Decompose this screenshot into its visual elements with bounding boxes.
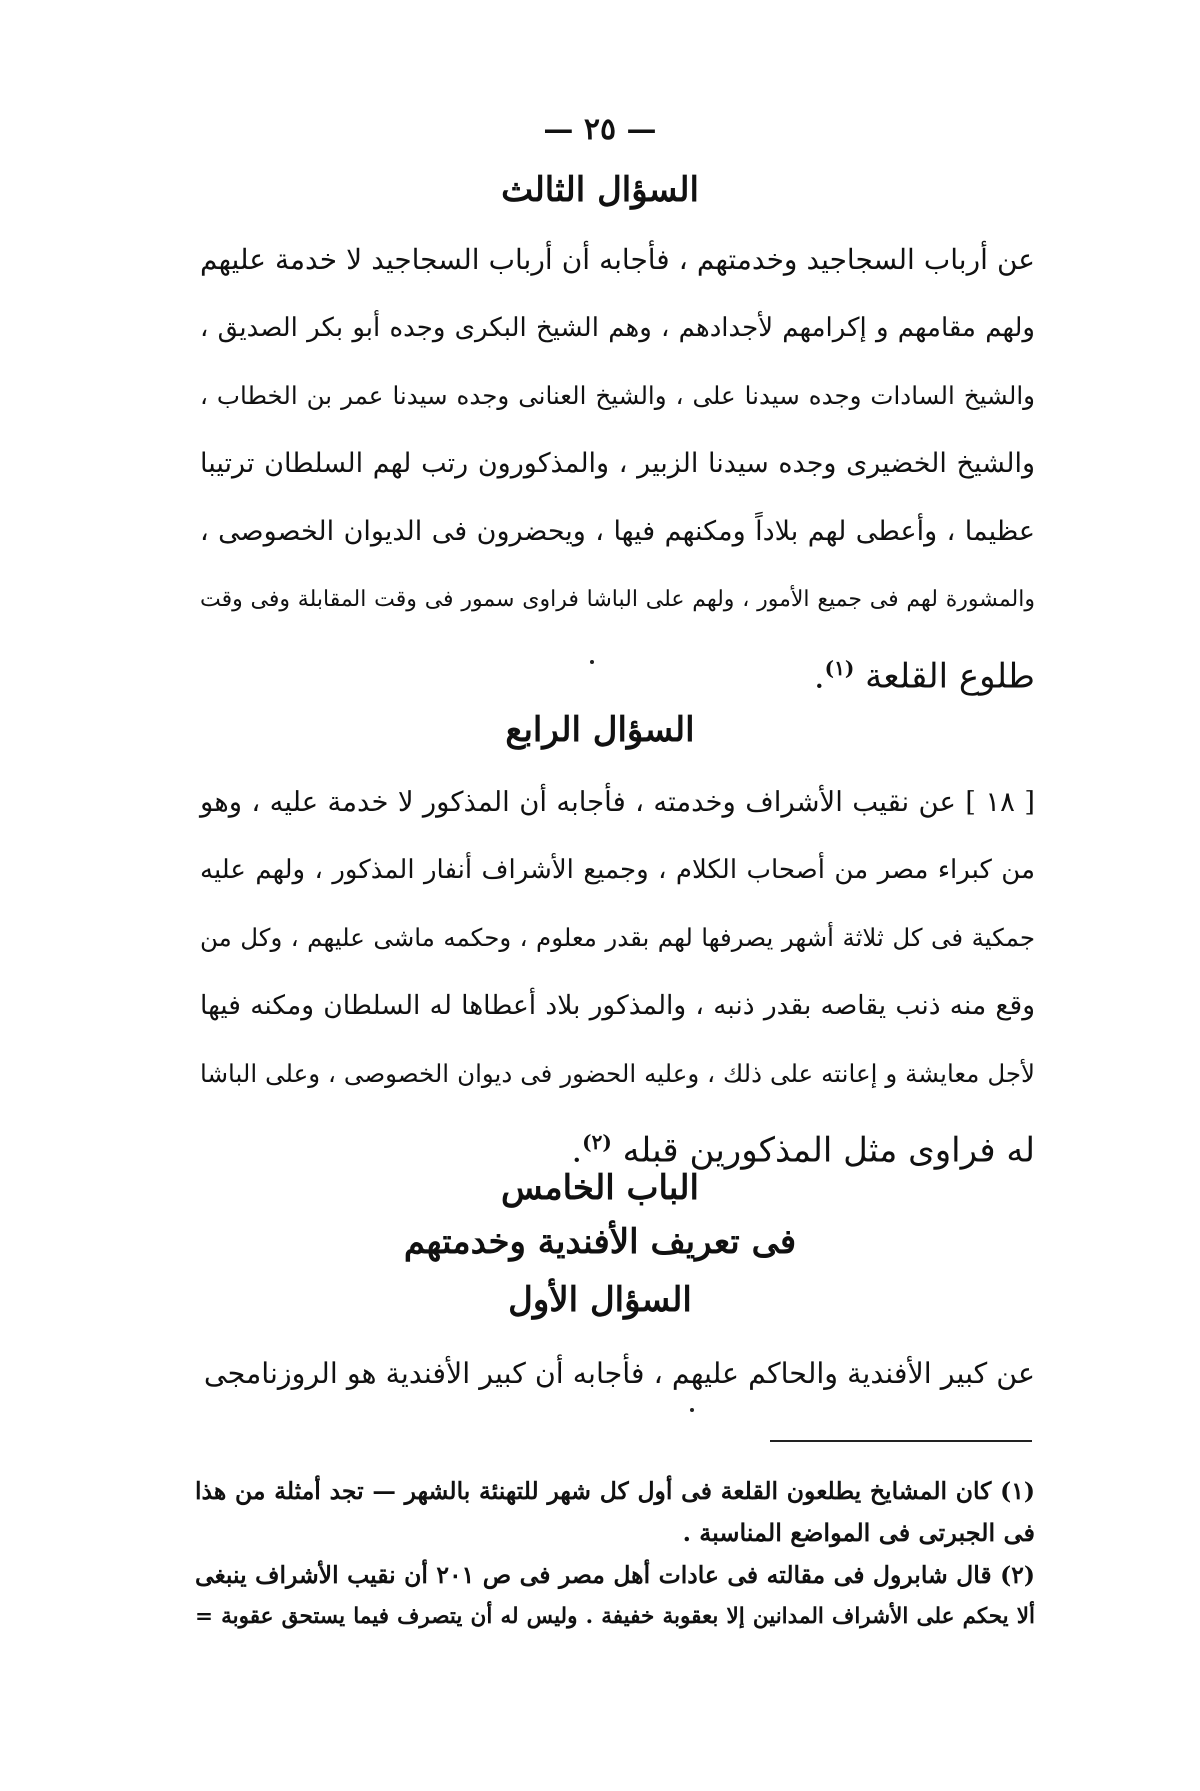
paragraph-line-text: له فراوى مثل المذكورين قبله [622, 1130, 1035, 1171]
chapter-heading: الباب الخامس [501, 1168, 699, 1208]
print-speck [690, 1408, 694, 1412]
paragraph-line: جمكية فى كل ثلاثة أشهر يصرفها لهم بقدر معلوم ، وحكمه ماشى عليهم ، وكل من [200, 923, 1035, 952]
footnote-reference: (٢) [582, 1130, 612, 1154]
paragraph-line: [ ١٨ ] عن نقيب الأشراف وخدمته ، فأجابه أن المذكور لا خدمة عليه ، وهو [200, 786, 1035, 818]
section-heading-fourth-question: السؤال الرابع [505, 710, 695, 750]
footnote-separator [770, 1440, 1032, 1442]
section-third-question-body [200, 226, 1035, 710]
paragraph-line: وقع منه ذنب يقاصه بقدر ذنبه ، والمذكور بلاد أعطاها له السلطان ومكنه فيها [200, 990, 1035, 1021]
paragraph-line-last: له فراوى مثل المذكورين قبله $^{(٢)}$. [571, 1130, 1035, 1171]
paragraph-line-text: طلوع القلعة [865, 656, 1035, 697]
paragraph-line: ولهم مقامهم و إكرامهم لأجدادهم ، وهم الشيخ البكرى وجده أبو بكر الصديق ، [200, 313, 1035, 343]
section-heading-first-question: السؤال الأول [508, 1280, 692, 1320]
section-heading-third-question: السؤال الثالث [501, 170, 699, 210]
section-first-question-body [200, 1340, 1035, 1408]
paragraph-line: والشيخ السادات وجده سيدنا على ، والشيخ العنانى وجده سيدنا عمر بن الخطاب ، [200, 381, 1035, 410]
paragraph-line: والشيخ الخضيرى وجده سيدنا الزبير ، والمذكورون رتب لهم السلطان ترتيبا [200, 448, 1035, 479]
paragraph-line-last: طلوع القلعة $^{(١)}$. [813, 656, 1035, 697]
footnote-reference: (١) [824, 656, 855, 680]
paragraph-line: عن كبير الأفندية والحاكم عليهم ، فأجابه أن كبير الأفندية هو الروزنامجى [203, 1357, 1035, 1390]
print-speck [590, 660, 594, 664]
footnote-line: (١) كان المشايخ يطلعون القلعة فى أول كل شهر للتهنئة بالشهر — تجد أمثلة من هذا [195, 1477, 1035, 1505]
paragraph-line: عن أرباب السجاجيد وخدمتهم ، فأجابه أن أرباب السجاجيد لا خدمة عليهم [200, 243, 1036, 276]
footnote-2 [195, 1554, 1035, 1638]
footnotes [195, 1470, 1035, 1638]
paragraph-line: والمشورة لهم فى جميع الأمور ، ولهم على الباشا فراوى سمور فى وقت المقابلة وفى وقت [200, 587, 1035, 612]
footnote-line: (٢) قال شابرول فى مقالته فى عادات أهل مصر فى ص ٢٠١ أن نقيب الأشراف ينبغى [195, 1561, 1035, 1589]
footnote-1 [195, 1470, 1035, 1554]
paragraph-line: من كبراء مصر من أصحاب الكلام ، وجميع الأشراف أنفار المذكور ، ولهم عليه [200, 855, 1035, 885]
footnote-line: ألا يحكم على الأشراف المدانين إلا بعقوبة خفيفة . وليس له أن يتصرف فيما يستحق عقوبة = [195, 1604, 1035, 1629]
chapter-subheading: فى تعريف الأفندية وخدمتهم [403, 1222, 797, 1262]
paragraph-line: لأجل معايشة و إعانته على ذلك ، وعليه الحضور فى ديوان الخصوصى ، وعلى الباشا [200, 1059, 1035, 1088]
footnote-line: فى الجبرتى فى المواضع المناسبة . [682, 1518, 1035, 1547]
paragraph-line: عظيما ، وأعطى لهم بلاداً ومكنهم فيها ، ويحضرون فى الديوان الخصوصى ، [200, 516, 1035, 547]
page-number: — ٢٥ — [543, 112, 657, 147]
section-fourth-question-body [200, 768, 1035, 1184]
